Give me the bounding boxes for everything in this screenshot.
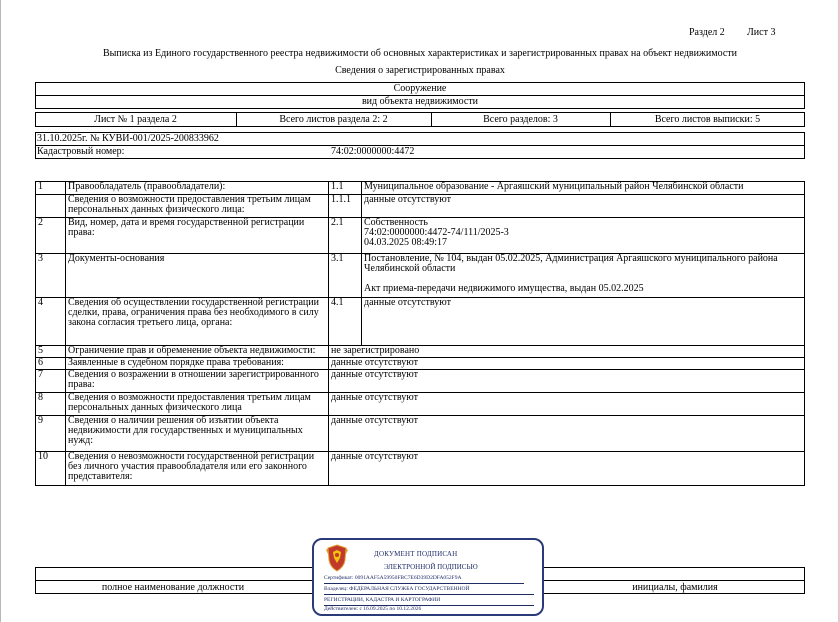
certificate-owner: Владелец: ФЕДЕРАЛЬНАЯ СЛУЖБА ГОСУДАРСТВЕННОЙ bbox=[324, 586, 470, 592]
object-name: Сооружение bbox=[393, 83, 447, 94]
row-number: 1 bbox=[36, 182, 66, 195]
row-code: 1.1 bbox=[329, 182, 362, 195]
row-value: данные отсутствуют bbox=[329, 416, 805, 452]
table-row bbox=[36, 182, 805, 195]
row-number: 4 bbox=[36, 298, 66, 346]
table-row bbox=[36, 195, 805, 218]
electronic-signature-stamp bbox=[312, 538, 544, 616]
row-value: данные отсутствуют bbox=[329, 370, 805, 393]
table-row bbox=[36, 370, 805, 393]
row-value: не зарегистрировано bbox=[329, 346, 805, 358]
table-row bbox=[36, 298, 805, 346]
row-code: 4.1 bbox=[329, 298, 362, 346]
row-label: Вид, номер, дата и время государственной регистрации права: bbox=[66, 218, 329, 254]
row-code: 1.1.1 bbox=[329, 195, 362, 218]
table-row bbox=[36, 393, 805, 416]
row-label: Правообладатель (правообладатели): bbox=[66, 182, 329, 195]
cadastral-label: Кадастровый номер: bbox=[37, 146, 125, 157]
basis-document-resolution: Постановление, № 104, выдан 05.02.2025, Администрация Аргаяшского муниципального района Челябинской области bbox=[364, 253, 778, 274]
right-type: Собственность bbox=[364, 217, 428, 228]
row-value: данные отсутствуют bbox=[362, 195, 805, 218]
signed-title: ДОКУМЕНТ ПОДПИСАН bbox=[374, 550, 458, 558]
row-label: Сведения о наличии решения об изъятии объекта недвижимости для государственных и муниципальных нужд: bbox=[66, 416, 329, 452]
registration-number: 74:02:0000000:4472-74/111/2025-3 bbox=[364, 227, 509, 238]
row-label: Заявленные в судебном порядке права требования: bbox=[66, 358, 329, 370]
extract-date-number: 31.10.2025г. № КУВИ-001/2025-200833962 bbox=[37, 133, 219, 144]
table-row bbox=[36, 416, 805, 452]
basis-document-act: Акт приема-передачи недвижимого имущества, выдан 05.02.2025 bbox=[364, 283, 644, 294]
row-value: Муниципальное образование - Аргаяшский муниципальный район Челябинской области bbox=[362, 182, 805, 195]
certificate-validity: Действителен: с 16.09.2025 по 10.12.2026 bbox=[324, 606, 422, 612]
row-number: 10 bbox=[36, 452, 66, 486]
coat-of-arms-icon bbox=[324, 544, 350, 572]
row-label: Сведения о возражении в отношении зарегистрированного права: bbox=[66, 370, 329, 393]
signed-subtitle: ЭЛЕКТРОННОЙ ПОДПИСЬЮ bbox=[384, 563, 478, 571]
row-number: 3 bbox=[36, 254, 66, 298]
row-label: Документы-основания bbox=[66, 254, 329, 298]
rights-table bbox=[35, 181, 805, 486]
row-code: 3.1 bbox=[329, 254, 362, 298]
row-value bbox=[362, 254, 805, 298]
row-label: Сведения о возможности предоставления третьим лицам персональных данных физического лица: bbox=[66, 195, 329, 218]
table-row bbox=[36, 358, 805, 370]
row-number: 8 bbox=[36, 393, 66, 416]
row-value: данные отсутствуют bbox=[329, 358, 805, 370]
table-row bbox=[36, 452, 805, 486]
page-left-edge bbox=[0, 0, 1, 622]
section-number: Раздел 2 bbox=[689, 27, 725, 38]
certificate-owner-cont: РЕГИСТРАЦИИ, КАДАСТРА И КАРТОГРАФИИ bbox=[324, 597, 441, 603]
certificate-number: Сертификат: 0091AAF5A59950FBC7E6D39D2DFA052F9A bbox=[324, 575, 462, 581]
row-value: данные отсутствуют bbox=[362, 298, 805, 346]
row-number bbox=[36, 195, 66, 218]
position-label: полное наименование должности bbox=[101, 582, 245, 593]
row-label: Ограничение прав и обременение объекта недвижимости: bbox=[66, 346, 329, 358]
row-value: данные отсутствуют bbox=[329, 393, 805, 416]
table-row bbox=[36, 254, 805, 298]
sheet-number: Лист 3 bbox=[747, 27, 776, 38]
row-number: 2 bbox=[36, 218, 66, 254]
row-label: Сведения о невозможности государственной регистрации без личного участия правообладателя или его законного представителя: bbox=[66, 452, 329, 486]
row-code: 2.1 bbox=[329, 218, 362, 254]
document-title: Выписка из Единого государственного реестра недвижимости об основных характеристиках и зарегистрированных правах на объект недвижимости bbox=[102, 48, 737, 59]
table-row bbox=[36, 346, 805, 358]
total-extract-sheets: Всего листов выписки: 5 bbox=[654, 114, 761, 125]
table-row bbox=[36, 218, 805, 254]
total-section-sheets: Всего листов раздела 2: 2 bbox=[279, 114, 388, 125]
cadastral-value: 74:02:0000000:4472 bbox=[331, 146, 415, 157]
row-label: Сведения об осуществлении государственной регистрации сделки, права, ограничения права без необходимого в силу закона согласия третьего лица, органа: bbox=[66, 298, 329, 346]
row-value: данные отсутствуют bbox=[329, 452, 805, 486]
object-kind-label: вид объекта недвижимости bbox=[361, 96, 479, 107]
row-value bbox=[362, 218, 805, 254]
name-label: инициалы, фамилия bbox=[632, 582, 718, 593]
row-number: 9 bbox=[36, 416, 66, 452]
registration-datetime: 04.03.2025 08:49:17 bbox=[364, 237, 448, 248]
document-subtitle: Сведения о зарегистрированных правах bbox=[335, 65, 505, 76]
row-number: 7 bbox=[36, 370, 66, 393]
total-sections: Всего разделов: 3 bbox=[483, 114, 558, 125]
sheet-of-section: Лист № 1 раздела 2 bbox=[94, 114, 177, 125]
row-number: 6 bbox=[36, 358, 66, 370]
row-number: 5 bbox=[36, 346, 66, 358]
row-label: Сведения о возможности предоставления третьим лицам персональных данных физического лица bbox=[66, 393, 329, 416]
